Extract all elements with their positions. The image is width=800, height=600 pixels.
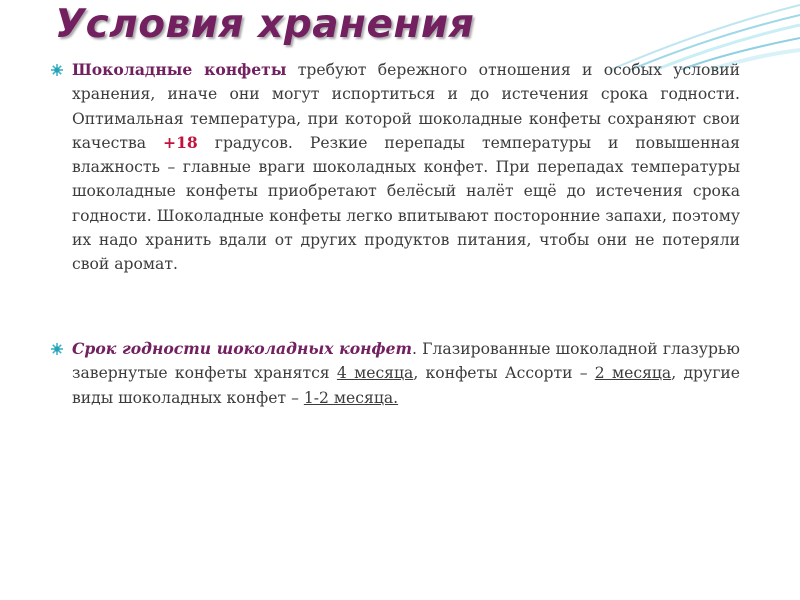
temperature-value: +18 (163, 132, 198, 152)
shelf-life-term: 1-2 месяца. (303, 388, 399, 407)
bullet-lead: Срок годности шоколадных конфет (72, 339, 412, 358)
bullet-lead: Шоколадные конфеты (72, 60, 287, 79)
shelf-life-term: 2 месяца (594, 364, 672, 383)
bullet-storage-conditions (50, 58, 740, 277)
text-segment: , другие виды шоколадных конфет – (72, 364, 740, 407)
text-segment: градусов. Резкие перепады температуры и повышенная влажность – главные враги шоколадных конфет. При перепадах температуры шоколадные конфеты приобретают белёсый налёт ещё до истечения срока годности. Шоколадные конфеты легко впитывают посторонние запахи, поэтому их надо хранить вдали от других продуктов питания, чтобы они не потеряли свой аромат. (72, 133, 741, 274)
bullet-shelf-life (50, 337, 740, 410)
ray-burst-bullet-icon (50, 63, 64, 77)
bullet-text (72, 337, 740, 410)
slide-title: Условия хранения (55, 2, 475, 47)
shelf-life-term: 4 месяца (336, 364, 414, 383)
text-segment: , конфеты Ассорти – (413, 364, 595, 383)
text-segment: . Глазированные шоколадной глазурью завернутые конфеты хранятся (72, 340, 740, 383)
text-segment: требуют бережного отношения и особых условий хранения, иначе они могут испортиться и до истечения срока годности. Оптимальная температура, при которой шоколадные конфеты сохраняют свои качества (72, 61, 740, 152)
bullet-text (72, 58, 740, 277)
ray-burst-bullet-icon (50, 342, 64, 356)
